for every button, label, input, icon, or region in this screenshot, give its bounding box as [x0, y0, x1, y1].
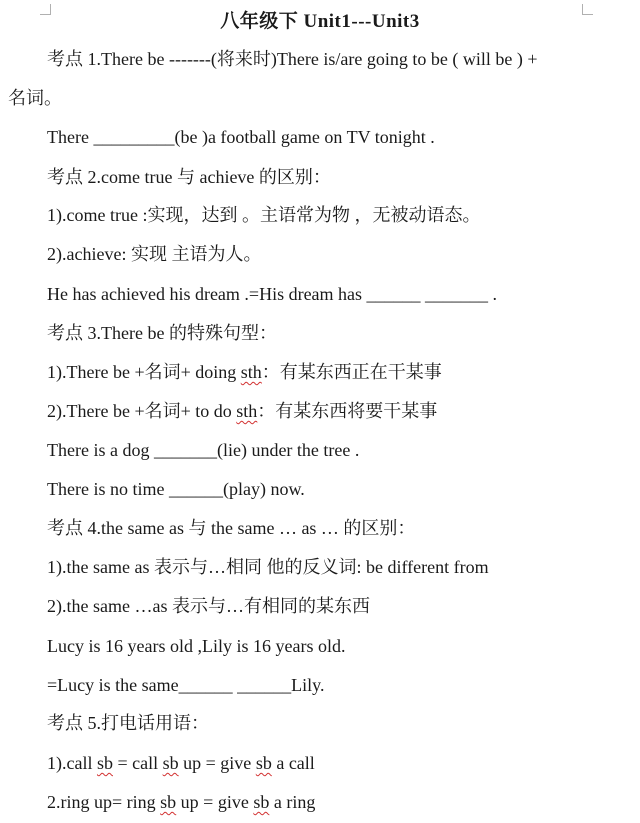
text-line: 2).the same …as 表示与…有相同的某东西	[47, 596, 370, 616]
text-line: 考点 1.There be -------(将来时)There is/are going to be ( will be ) +	[47, 49, 538, 69]
spellcheck-flag: sb	[160, 792, 177, 812]
text-line: There is no time ______(play) now.	[47, 479, 305, 499]
text-line: 2).There be +名词+ to do sth：有某东西将要干某事	[47, 401, 438, 421]
text-line: There _________(be )a football game on TV tonight .	[47, 127, 435, 147]
text-line: 1).call sb = call sb up = give sb a call	[47, 753, 315, 773]
text-line: 1).come true :实现，达到 。主语常为物 ，无被动语态。	[47, 205, 481, 225]
text-line: 名词。	[8, 88, 62, 108]
spellcheck-flag: sb	[255, 753, 272, 773]
text-line: There is a dog _______(lie) under the tree .	[47, 440, 360, 460]
text-line: 1).the same as 表示与…相同 他的反义词: be different from	[47, 557, 489, 577]
text-line: 2).achieve: 实现 主语为人。	[47, 244, 262, 264]
text-line: 1).There be +名词+ doing sth：有某东西正在干某事	[47, 362, 442, 382]
spellcheck-flag: sth	[236, 401, 258, 421]
text-line: Lucy is 16 years old ,Lily is 16 years old.	[47, 636, 346, 656]
spellcheck-flag: sb	[162, 753, 179, 773]
text-line: 考点 3.There be 的特殊句型：	[47, 323, 277, 343]
text-line: =Lucy is the same______ ______Lily.	[47, 675, 325, 695]
text-line: 2.ring up= ring sb up = give sb a ring	[47, 792, 316, 812]
spellcheck-flag: sb	[253, 792, 270, 812]
text-line: 考点 5.打电话用语：	[47, 713, 209, 733]
spellcheck-flag: sb	[96, 753, 113, 773]
text-line: He has achieved his dream .=His dream has ______ _______ .	[47, 284, 498, 304]
document-title: 八年级下 Unit1---Unit3	[220, 11, 420, 32]
text-line: 考点 2.come true 与 achieve 的区别：	[47, 167, 331, 187]
text-line: 考点 4.the same as 与 the same … as … 的区别：	[47, 518, 416, 538]
spellcheck-flag: sth	[240, 362, 262, 382]
